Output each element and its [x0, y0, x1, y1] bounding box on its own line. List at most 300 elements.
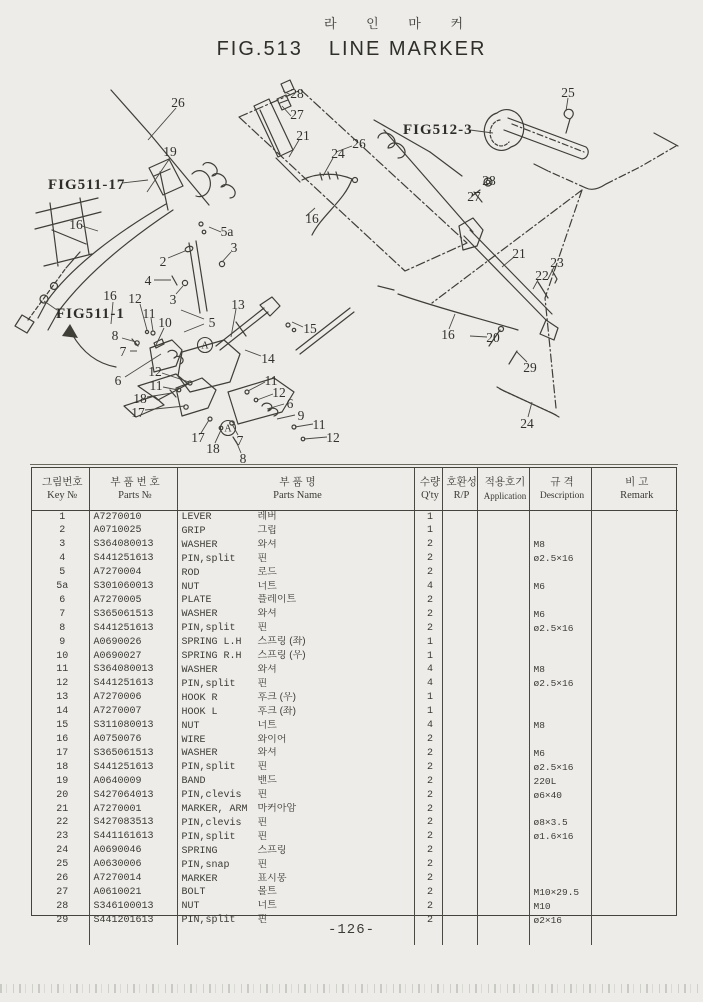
part-callout-18: 18 — [206, 441, 220, 456]
cell-part-name: PIN,snap 핀 — [177, 859, 414, 873]
cell-part-name: SPRING 스프링 — [177, 845, 414, 859]
table-row — [32, 845, 678, 859]
part-callout-6: 6 — [114, 373, 122, 388]
cell-remark — [591, 692, 678, 706]
page-title — [0, 38, 703, 61]
cell-key: 8 — [59, 622, 66, 634]
table-row — [32, 789, 678, 803]
cell-part-no: A7270005 — [89, 594, 177, 608]
cell-description: ø8×3.5 — [529, 817, 591, 831]
table-row — [32, 900, 678, 914]
cell-part-name: PIN,split 핀 — [177, 622, 414, 636]
cell-part-name: PIN,split 핀 — [177, 678, 414, 692]
cell-remark — [591, 720, 678, 734]
cell-part-name: SPRING L.H 스프링 (좌) — [177, 636, 414, 650]
cell-part-name: PIN,clevis 핀 — [177, 789, 414, 803]
cell-rp — [442, 567, 477, 581]
cell-rp — [442, 622, 477, 636]
cell-description: M8 — [529, 720, 591, 734]
cell-remark — [591, 817, 678, 831]
cell-part-name: HOOK L 후크 (좌) — [177, 706, 414, 720]
cell-description: M8 — [529, 664, 591, 678]
part-callout-13: 13 — [231, 297, 245, 312]
col-header-remark: 비 고 Remark — [591, 468, 678, 511]
cell-qty: 4 — [414, 664, 442, 678]
cell-description — [529, 734, 591, 748]
table-row — [32, 636, 678, 650]
cell-key: 25 — [56, 859, 69, 871]
cell-remark — [591, 747, 678, 761]
part-callout-16: 16 — [69, 217, 83, 232]
cell-qty: 2 — [414, 608, 442, 622]
cell-rp — [442, 817, 477, 831]
cell-part-name: WASHER 와셔 — [177, 539, 414, 553]
part-callout-6: 6 — [286, 396, 294, 411]
cell-part-no: A7270010 — [89, 511, 177, 525]
cell-rp — [442, 720, 477, 734]
cell-rp — [442, 734, 477, 748]
cell-key: 6 — [59, 594, 66, 606]
cell-key: 12 — [56, 678, 69, 690]
part-callout-12: 12 — [128, 291, 142, 306]
table-row — [32, 747, 678, 761]
table-row — [32, 525, 678, 539]
cell-qty: 4 — [414, 581, 442, 595]
cell-key: 29 — [56, 914, 69, 926]
cell-qty: 2 — [414, 859, 442, 873]
cell-remark — [591, 845, 678, 859]
cell-remark — [591, 803, 678, 817]
col-header-part-no: 부 품 번 호 Parts № — [89, 468, 177, 511]
figure-reference-label: FIG512-3 — [403, 122, 473, 138]
cell-key: 9 — [59, 636, 66, 648]
table-row — [32, 650, 678, 664]
cell-rp — [442, 761, 477, 775]
cell-description: M10×29.5 — [529, 886, 591, 900]
part-callout-2: 2 — [159, 254, 167, 269]
cell-rp — [442, 886, 477, 900]
cell-part-no: A0750076 — [89, 734, 177, 748]
cell-qty: 2 — [414, 567, 442, 581]
cell-part-name: PIN,split 핀 — [177, 553, 414, 567]
cell-rp — [442, 539, 477, 553]
cell-key: 5a — [56, 581, 69, 593]
cell-qty: 2 — [414, 747, 442, 761]
cell-application — [477, 692, 529, 706]
cell-description: ø2.5×16 — [529, 678, 591, 692]
cell-key: 24 — [56, 845, 69, 857]
cell-key: 18 — [56, 761, 69, 773]
part-callout-12: 12 — [272, 385, 286, 400]
cell-application — [477, 803, 529, 817]
cell-part-name: WIRE 와이어 — [177, 734, 414, 748]
cell-description — [529, 873, 591, 887]
figure-reference-label: FIG511-17 — [48, 177, 126, 193]
part-callout-17: 17 — [191, 430, 205, 445]
col-header-parts-name: 부 품 명 Parts Name — [177, 468, 414, 511]
cell-part-name: NUT 너트 — [177, 581, 414, 595]
cell-application — [477, 761, 529, 775]
part-callout-29: 29 — [523, 360, 537, 375]
col-header-application: 적용호기 Application — [477, 468, 529, 511]
table-row — [32, 775, 678, 789]
svg-text:A: A — [224, 423, 232, 435]
cell-rp — [442, 845, 477, 859]
part-callout-24: 24 — [331, 146, 345, 161]
table-row — [32, 803, 678, 817]
cell-application — [477, 789, 529, 803]
cell-qty: 2 — [414, 914, 442, 928]
table-row — [32, 692, 678, 706]
cell-qty: 1 — [414, 706, 442, 720]
cell-part-no: A7270006 — [89, 692, 177, 706]
cell-rp — [442, 747, 477, 761]
cell-part-name: ROD 로드 — [177, 567, 414, 581]
figure-number: FIG.513 — [216, 38, 303, 60]
cell-application — [477, 775, 529, 789]
cell-key: 2 — [59, 525, 66, 537]
part-callout-11: 11 — [312, 417, 326, 432]
cell-qty: 1 — [414, 650, 442, 664]
table-row — [32, 539, 678, 553]
cell-remark — [591, 581, 678, 595]
part-callout-21: 21 — [296, 128, 310, 143]
cell-part-no: S441251613 — [89, 622, 177, 636]
cell-application — [477, 594, 529, 608]
cell-remark — [591, 886, 678, 900]
cell-qty: 2 — [414, 734, 442, 748]
cell-application — [477, 734, 529, 748]
cell-remark — [591, 608, 678, 622]
cell-application — [477, 622, 529, 636]
table-row — [32, 734, 678, 748]
cell-remark — [591, 900, 678, 914]
parts-table-header — [32, 468, 678, 511]
cell-part-name: WASHER 와셔 — [177, 747, 414, 761]
cell-key: 14 — [56, 706, 69, 718]
part-callout-18: 18 — [133, 391, 147, 406]
cell-description — [529, 636, 591, 650]
part-callout-7: 7 — [119, 344, 127, 359]
cell-description — [529, 511, 591, 525]
cell-part-no: S427064013 — [89, 789, 177, 803]
cell-rp — [442, 650, 477, 664]
cell-application — [477, 678, 529, 692]
cell-rp — [442, 594, 477, 608]
cell-key: 1 — [59, 511, 66, 523]
part-callout-16: 16 — [305, 211, 319, 226]
part-callout-5: 5 — [208, 315, 216, 330]
cell-qty: 2 — [414, 817, 442, 831]
cell-remark — [591, 734, 678, 748]
cell-qty: 2 — [414, 539, 442, 553]
figure-reference-label: FIG511-1 — [56, 306, 125, 322]
cell-part-no: A0690026 — [89, 636, 177, 650]
parts-table-body — [32, 511, 678, 946]
part-callout-3: 3 — [230, 240, 238, 255]
cell-remark — [591, 594, 678, 608]
cell-description: M10 — [529, 900, 591, 914]
cell-part-no: S365061513 — [89, 747, 177, 761]
cell-part-no: S301060013 — [89, 581, 177, 595]
cell-qty: 2 — [414, 886, 442, 900]
part-callout-16: 16 — [441, 327, 455, 342]
cell-rp — [442, 900, 477, 914]
cell-part-no: S427083513 — [89, 817, 177, 831]
cell-part-no: A0610021 — [89, 886, 177, 900]
cell-part-no: A7270004 — [89, 567, 177, 581]
cell-application — [477, 845, 529, 859]
cell-part-no: S365061513 — [89, 608, 177, 622]
part-callout-17: 17 — [131, 405, 145, 420]
cell-rp — [442, 859, 477, 873]
cell-rp — [442, 775, 477, 789]
cell-qty: 2 — [414, 775, 442, 789]
cell-key: 23 — [56, 831, 69, 843]
cell-key: 11 — [56, 664, 69, 676]
cell-rp — [442, 873, 477, 887]
cell-qty: 2 — [414, 594, 442, 608]
cell-part-name: PIN,split 핀 — [177, 831, 414, 845]
part-callout-23: 23 — [550, 255, 564, 270]
cell-remark — [591, 761, 678, 775]
cell-part-name: WASHER 와셔 — [177, 608, 414, 622]
cell-key: 10 — [56, 650, 69, 662]
cell-description — [529, 567, 591, 581]
cell-key: 15 — [56, 720, 69, 732]
cell-remark — [591, 831, 678, 845]
cell-qty: 2 — [414, 761, 442, 775]
cell-description — [529, 803, 591, 817]
cell-part-name: NUT 너트 — [177, 720, 414, 734]
cell-part-no: A7270014 — [89, 873, 177, 887]
cell-part-no: A0630006 — [89, 859, 177, 873]
cell-description: M6 — [529, 581, 591, 595]
cell-part-name: GRIP 그립 — [177, 525, 414, 539]
part-callout-22: 22 — [535, 268, 549, 283]
cell-application — [477, 831, 529, 845]
cell-rp — [442, 608, 477, 622]
cell-remark — [591, 664, 678, 678]
cell-part-no: S441201613 — [89, 914, 177, 928]
cell-key: 16 — [56, 734, 69, 745]
cell-qty: 2 — [414, 622, 442, 636]
part-callout-19: 19 — [163, 144, 177, 159]
parts-table — [31, 467, 677, 927]
cell-description: ø2.5×16 — [529, 622, 591, 636]
part-callout-11: 11 — [264, 373, 278, 388]
col-header-rp: 호환성 R/P — [442, 468, 477, 511]
part-callout-24: 24 — [520, 416, 534, 431]
cell-application — [477, 511, 529, 525]
part-callout-28: 28 — [290, 86, 304, 101]
cell-qty: 2 — [414, 845, 442, 859]
cell-description — [529, 692, 591, 706]
cell-description: 220L — [529, 775, 591, 789]
cell-application — [477, 720, 529, 734]
cell-remark — [591, 539, 678, 553]
cell-remark — [591, 706, 678, 720]
cell-qty: 1 — [414, 636, 442, 650]
cell-remark — [591, 873, 678, 887]
table-row — [32, 567, 678, 581]
part-callout-7: 7 — [236, 433, 244, 448]
cell-application — [477, 525, 529, 539]
cell-description: ø1.6×16 — [529, 831, 591, 845]
cell-qty: 4 — [414, 678, 442, 692]
part-callout-11: 11 — [142, 306, 156, 321]
table-row — [32, 831, 678, 845]
cell-key: 3 — [59, 539, 66, 551]
table-row — [32, 761, 678, 775]
cell-rp — [442, 831, 477, 845]
cell-description — [529, 706, 591, 720]
cell-part-name: MARKER 표시봉 — [177, 873, 414, 887]
cell-application — [477, 706, 529, 720]
cell-rp — [442, 525, 477, 539]
cell-key: 19 — [56, 775, 69, 787]
cell-part-name: WASHER 와셔 — [177, 664, 414, 678]
parts-diagram — [0, 75, 703, 465]
cell-remark — [591, 553, 678, 567]
cell-part-name: PIN,clevis 핀 — [177, 817, 414, 831]
cell-key: 21 — [56, 803, 69, 815]
cell-rp — [442, 803, 477, 817]
cell-qty: 2 — [414, 873, 442, 887]
cell-qty: 2 — [414, 900, 442, 914]
cell-remark — [591, 567, 678, 581]
cell-remark — [591, 622, 678, 636]
scan-noise-band — [0, 984, 703, 993]
part-callout-28: 28 — [482, 173, 496, 188]
cell-rp — [442, 678, 477, 692]
part-callout-11: 11 — [149, 378, 163, 393]
cell-qty: 1 — [414, 511, 442, 525]
cell-application — [477, 553, 529, 567]
table-row — [32, 511, 678, 525]
part-callout-26: 26 — [171, 95, 185, 110]
part-callout-15: 15 — [303, 321, 317, 336]
cell-part-no: A0690027 — [89, 650, 177, 664]
cell-key: 7 — [59, 608, 66, 620]
cell-key: 27 — [56, 886, 69, 898]
table-row — [32, 817, 678, 831]
cell-application — [477, 608, 529, 622]
cell-application — [477, 886, 529, 900]
cell-part-name: SPRING R.H 스프링 (우) — [177, 650, 414, 664]
table-row — [32, 622, 678, 636]
part-callout-9: 9 — [297, 408, 305, 423]
cell-qty: 4 — [414, 720, 442, 734]
cell-part-no: S441161613 — [89, 831, 177, 845]
cell-remark — [591, 636, 678, 650]
table-row — [32, 886, 678, 900]
part-callout-10: 10 — [158, 315, 172, 330]
cell-application — [477, 817, 529, 831]
part-callout-20: 20 — [486, 330, 500, 345]
cell-application — [477, 747, 529, 761]
cell-remark — [591, 789, 678, 803]
cell-key: 4 — [59, 553, 66, 565]
cell-description: ø6×40 — [529, 789, 591, 803]
table-row — [32, 706, 678, 720]
cell-part-no: A7270001 — [89, 803, 177, 817]
cell-application — [477, 859, 529, 873]
figure-name: LINE MARKER — [328, 38, 487, 60]
col-header-key: 그림번호 Key № — [32, 468, 89, 511]
cell-part-name: BOLT 볼트 — [177, 886, 414, 900]
cell-application — [477, 539, 529, 553]
cell-qty: 1 — [414, 525, 442, 539]
table-row — [32, 553, 678, 567]
cell-part-no: S364080013 — [89, 664, 177, 678]
cell-application — [477, 567, 529, 581]
cell-application — [477, 581, 529, 595]
cell-description: ø2×16 — [529, 914, 591, 928]
cell-description — [529, 859, 591, 873]
table-row — [32, 859, 678, 873]
part-callout-16: 16 — [103, 288, 117, 303]
part-callout-8: 8 — [239, 451, 247, 465]
cell-remark — [591, 678, 678, 692]
cell-application — [477, 636, 529, 650]
cell-part-name: BAND 밴드 — [177, 775, 414, 789]
cell-application — [477, 664, 529, 678]
cell-part-no: S346100013 — [89, 900, 177, 914]
korean-page-title: 라 인 마 커 — [323, 16, 477, 31]
cell-application — [477, 900, 529, 914]
cell-qty: 2 — [414, 831, 442, 845]
cell-part-name: PLATE 플레이트 — [177, 594, 414, 608]
table-row — [32, 664, 678, 678]
part-callout-4: 4 — [144, 273, 152, 288]
table-row — [32, 594, 678, 608]
cell-key: 17 — [56, 747, 69, 759]
cell-part-name: PIN,split 핀 — [177, 761, 414, 775]
cell-part-name: PIN,split 핀 — [177, 914, 414, 928]
cell-key: 22 — [56, 817, 69, 829]
part-callout-3: 3 — [169, 292, 177, 307]
cell-key: 5 — [59, 567, 66, 579]
page-number: -126- — [327, 922, 375, 938]
table-row — [32, 678, 678, 692]
cell-description: M8 — [529, 539, 591, 553]
cell-part-no: S364080013 — [89, 539, 177, 553]
table-row — [32, 581, 678, 595]
cell-part-no: A0690046 — [89, 845, 177, 859]
circled-view-marker — [198, 338, 213, 353]
part-callout-21: 21 — [512, 246, 526, 261]
part-callout-14: 14 — [261, 351, 275, 366]
cell-remark — [591, 775, 678, 789]
part-callout-27: 27 — [467, 189, 481, 204]
cell-remark — [591, 650, 678, 664]
cell-description: M6 — [529, 747, 591, 761]
cell-part-no: S441251613 — [89, 761, 177, 775]
cell-rp — [442, 692, 477, 706]
svg-text:A: A — [201, 340, 209, 352]
cell-part-no: A0640009 — [89, 775, 177, 789]
cell-qty: 1 — [414, 692, 442, 706]
table-row — [32, 873, 678, 887]
cell-part-name: MARKER, ARM 마커아암 — [177, 803, 414, 817]
cell-part-no: S311080013 — [89, 720, 177, 734]
cell-remark — [591, 859, 678, 873]
cell-part-no: S441251613 — [89, 553, 177, 567]
cell-description: ø2.5×16 — [529, 761, 591, 775]
cell-key: 26 — [56, 873, 69, 885]
cell-rp — [442, 789, 477, 803]
